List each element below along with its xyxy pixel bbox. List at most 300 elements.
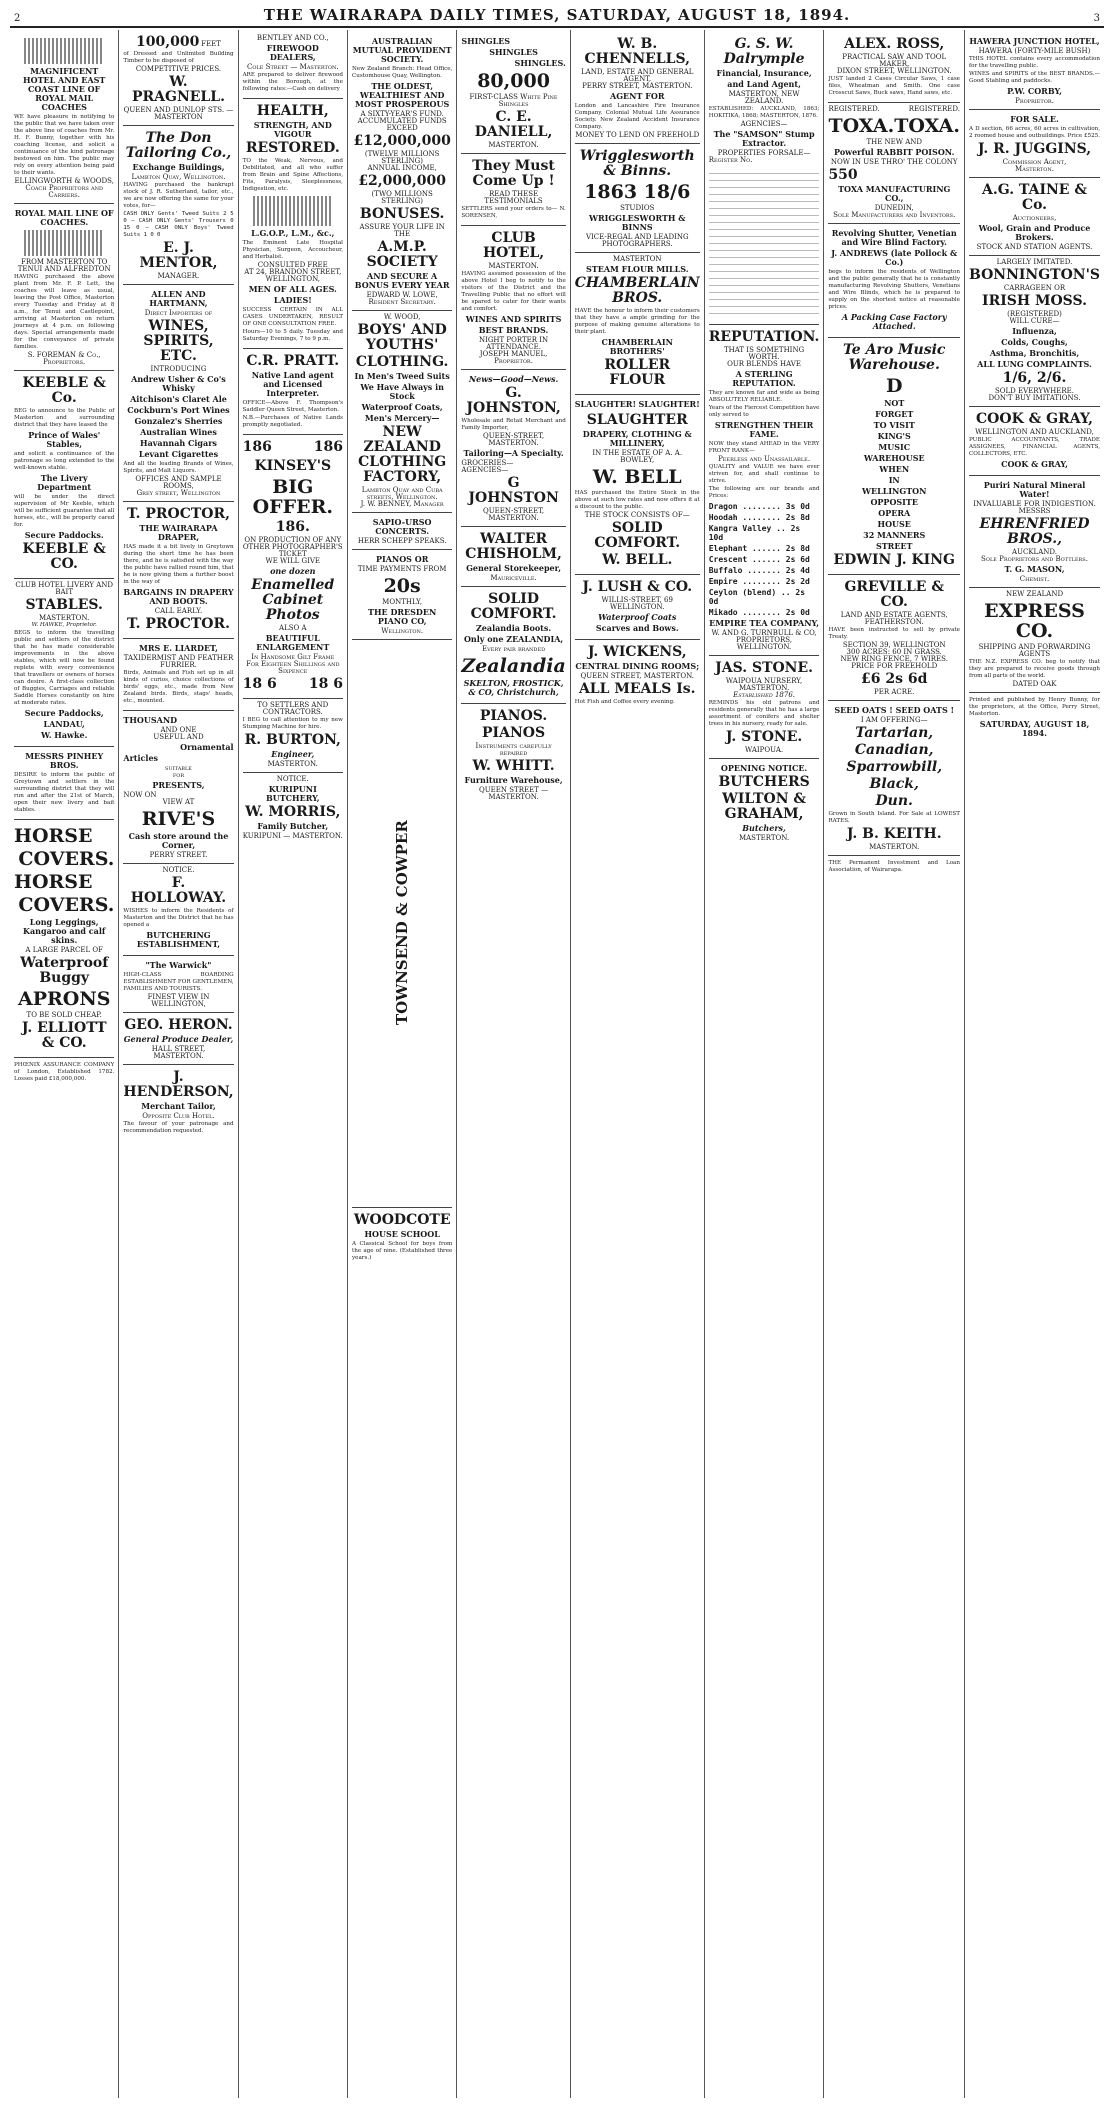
- amp-society: A.M.P. SOCIETY: [366, 239, 438, 270]
- johnston-groceries: GROCERIES—: [461, 459, 514, 467]
- heron-town: MASTERTON.: [153, 1052, 204, 1060]
- pratt-advert: [243, 349, 343, 435]
- kinsey-year-bottom-left: 18 6: [242, 676, 277, 692]
- dalrymple-land-agent: and Land Agent,: [727, 79, 801, 89]
- cook-gray-footer: COOK & GRAY,: [1001, 459, 1068, 469]
- toxa-registered-left: REGISTERED.: [828, 105, 880, 113]
- imprint-body: Printed and published by Henry Bunny, for the proprietors, at the Office, Perry Street, Masterton.: [969, 697, 1100, 717]
- morris-notice: NOTICE.: [276, 775, 309, 783]
- dalrymple-advert: [709, 32, 820, 325]
- amp-income-value: £2,000,000: [358, 173, 446, 189]
- reputation-sub: THAT IS SOMETHING WORTH.: [723, 346, 805, 361]
- wickens-meals: ALL MEALS Is.: [578, 681, 696, 697]
- wrigglesworth-studios: STUDIOS: [620, 204, 655, 212]
- proctor-footer: T. PROCTOR.: [126, 616, 230, 632]
- blinds-advert: [828, 224, 960, 338]
- ross-advert: [828, 32, 960, 103]
- steam-flour-heading: STEAM FLOUR MILLS.: [586, 264, 689, 274]
- greville-fence: NEW RING FENCE, 7 WIRES.: [840, 655, 948, 663]
- wilton-heading: WILTON & GRAHAM,: [722, 791, 807, 822]
- henderson-address: Opposite Club Hotel.: [142, 1112, 215, 1120]
- health-heading: HEALTH,: [256, 103, 329, 119]
- whitt-sub: Furniture Warehouse,: [464, 775, 563, 785]
- king-opposite: OPPOSITE: [870, 497, 918, 507]
- stone-footer-town: WAIPOUA.: [745, 746, 784, 754]
- rives-thousand: THOUSAND: [123, 715, 178, 725]
- zealandia-logo: Zealandia: [461, 655, 566, 677]
- rives-view-at: VIEW AT: [162, 798, 195, 806]
- chamberlain-heading: CHAMBERLAIN BROS.: [574, 275, 700, 306]
- greville-town: FEATHERSTON.: [864, 618, 924, 626]
- seed-dun: Dun.: [875, 793, 913, 809]
- coach-image: [24, 230, 104, 256]
- blinds-body: begs to inform the residents of Wellington and the public generally that he is constantly manufacturing Revolving Shutters, Venetians and Wire Blinds, which he is prepared to supply on the shortest notice at reasonable prices.: [828, 269, 960, 310]
- amp-oldest: THE OLDEST, WEALTHIEST AND MOST PROSPEROUS: [355, 81, 450, 109]
- pinhey-heading: MESSRS PINHEY BROS.: [25, 751, 104, 770]
- amp-advert: [352, 32, 452, 311]
- chennells-sub: LAND, ESTATE AND GENERAL AGENT,: [581, 68, 694, 83]
- tea-kangra: Kangra Valley .. 2s 10d: [708, 524, 801, 542]
- heron-street: HALL STREET,: [151, 1045, 206, 1053]
- hawke-proprietor: W. HAWKE, Proprietor.: [31, 622, 97, 628]
- liardet-heading: MRS E. LIARDET,: [139, 643, 218, 653]
- clothing-address: Lambton Quay and Cuba streets, Wellington.: [361, 486, 443, 501]
- pianos-heading: PIANOS OR: [375, 554, 429, 564]
- taine-auctioneers: Auctioneers,: [1012, 214, 1057, 222]
- waterproof-heading: Waterproof Coats,: [361, 402, 443, 412]
- puriri-invaluable: INVALUABLE FOR INDIGESTION.: [973, 500, 1096, 508]
- king-manners: 32 MANNERS: [863, 530, 926, 540]
- bonnington-will-cure: WILL CURE—: [1009, 317, 1060, 325]
- columns: [10, 30, 1104, 2098]
- lgo-body: The Eminent Late Hospital Physician, Surgeon, Accoucheur, and Herbalist.: [242, 240, 343, 260]
- rives-presents: PRESENTS,: [152, 780, 205, 790]
- morris-address: KURIPUNI — MASTERTON.: [242, 832, 343, 840]
- landau-heading: LANDAU,: [43, 719, 85, 729]
- slaughter-1: SLAUGHTER!: [574, 399, 636, 409]
- taine-heading: A.G. TAINE & Co.: [982, 182, 1087, 213]
- elliott-heading: J. ELLIOTT & CO.: [21, 1020, 107, 1051]
- tea-our-blend: OUR BLENDS HAVE: [727, 360, 801, 368]
- bonnington-largely: LARGELY IMITATED.: [996, 258, 1073, 266]
- wood-name: W. WOOD,: [383, 313, 421, 321]
- wrigglesworth-heading-2: WRIGGLESWORTH & BINNS: [588, 213, 686, 232]
- bell-stock: THE STOCK CONSISTS OF—: [584, 511, 690, 519]
- sorensen-advert: [461, 154, 565, 226]
- cook-gray-body: PUBLIC ACCOUNTANTS, TRADE ASSIGNEES, FINANCIAL AGENTS, COLLECTORS, ETC.: [969, 437, 1100, 457]
- tea-dragon: Dragon ........ 3s 0d: [708, 502, 810, 511]
- pianos-heading-2: PIANOS: [482, 725, 546, 741]
- stock-heading: We Have Always in Stock: [360, 382, 444, 401]
- chennells-heading: W. B. CHENNELLS,: [584, 36, 690, 67]
- rives-store: Cash store around the Corner,: [128, 831, 229, 850]
- wilton-town: MASTERTON.: [738, 834, 790, 842]
- introducing-label: INTRODUCING: [150, 365, 207, 373]
- stone-heading: JAS. STONE.: [715, 660, 814, 676]
- kinsey-price: For Eighteen Shillings and Sixpence: [246, 660, 340, 675]
- johnston-advert: [461, 370, 565, 527]
- for-sale-heading: FOR SALE.: [1010, 114, 1059, 124]
- livery-heading: The Livery Department: [37, 473, 92, 492]
- big-offer-year: 186.: [275, 519, 310, 535]
- firewood-heading: FIREWOOD DEALERS,: [266, 43, 319, 62]
- wilton-advert: [709, 759, 820, 846]
- ehrenfried-town: AUCKLAND.: [1012, 548, 1057, 556]
- king-dont: D: [885, 375, 903, 397]
- mentor-heading: E. J. MENTOR,: [139, 240, 218, 271]
- king-music: MUSIC: [878, 442, 911, 452]
- phoenix-advert: [14, 1058, 114, 1088]
- tea-elephant: Elephant ...... 2s 8d: [708, 544, 810, 553]
- dalrymple-agencies: AGENCIES—: [740, 120, 788, 128]
- aitchison-item: Aitchison's Claret Ale: [130, 394, 227, 404]
- warwick-advert: [123, 956, 233, 1013]
- shingles-3: SHINGLES.: [514, 58, 566, 68]
- holloway-notice: NOTICE.: [162, 866, 195, 874]
- stone-established: Established 1876.: [733, 691, 796, 699]
- kinsey-give: WE WILL GIVE: [265, 557, 321, 565]
- rives-advert: [123, 711, 233, 864]
- inn-advert: [14, 32, 114, 204]
- column-5: [457, 30, 570, 2098]
- livery-body: will be under the direct supervision of Mr Keeble, which will be sufficient guarantee that all horses, etc., will be properly cared for.: [14, 494, 115, 528]
- reputation-heading: REPUTATION.: [708, 329, 820, 345]
- big-offer-heading: BIG OFFER.: [252, 476, 333, 518]
- toxa-advert: [828, 103, 960, 224]
- shingles-2: SHINGLES: [489, 47, 538, 57]
- amp-assure: ASSURE YOUR LIFE IN THE: [359, 223, 445, 238]
- must-come-heading: They Must Come Up !: [472, 158, 555, 189]
- newspaper-title: THE WAIRARAPA DAILY TIMES, SATURDAY, AUGUST 18, 1894.: [263, 6, 851, 24]
- shingles-quantity: 80,000: [477, 70, 550, 92]
- wines-address: Grey street, Wellington: [136, 489, 221, 497]
- henderson-heading: J. HENDERSON,: [123, 1069, 234, 1100]
- clothing-manager: J. W. BENNEY, Manager: [360, 500, 444, 508]
- rugs-line: Long Leggings, Kangaroo and calf skins.: [23, 917, 106, 945]
- property-listing: [709, 167, 820, 317]
- johnston-footer-address: QUEEN-STREET, MASTERTON.: [482, 507, 545, 522]
- liardet-sub: TAXIDERMIST AND FEATHER FURRIER.: [123, 654, 234, 669]
- edwin-king-heading: EDWIN J. KING: [833, 552, 955, 568]
- health-advert: [243, 99, 343, 349]
- roller-flour: ROLLER FLOUR: [604, 357, 671, 388]
- bell-drapery: DRAPERY, CLOTHING & MILLINERY,: [582, 429, 692, 448]
- firewood-advert: [243, 32, 343, 99]
- chamberlain-brothers: CHAMBERLAIN BROTHERS': [601, 337, 673, 356]
- king-not: NOT: [884, 398, 905, 408]
- burton-heading: R. BURTON,: [244, 732, 341, 748]
- amp-lowe: EDWARD W. LOWE,: [366, 291, 438, 299]
- greville-section: SECTION 39, WELLINGTON: [842, 641, 946, 649]
- proctor-advert: [123, 502, 233, 639]
- amp-income-words: (TWO MILLIONS STERLING): [371, 190, 433, 205]
- king-wellington: WELLINGTON: [861, 486, 927, 496]
- tea-quality: QUALITY and VALUE we have ever striven for, and shall continue to strive.: [708, 464, 820, 484]
- rives-useful: USEFUL AND: [153, 733, 204, 741]
- chamberlain-body: HAVE the honour to inform their customers that they have a ample grinding for the purpose of making genuine alterations to their plant.: [574, 308, 700, 335]
- zealandia-advert: [461, 587, 565, 704]
- tea-sterling: A STERLING REPUTATION.: [732, 369, 796, 388]
- timber-body: of Dressed and Unlimited Building Timber to be disposed of: [123, 51, 234, 64]
- for-sale-body: A D section, 66 acres, 60 acres in cultivation, 2 roomed house and outbuildings. Price £525.: [969, 126, 1100, 139]
- henderson-advert: [123, 1065, 233, 1140]
- seed-canadian: Canadian,: [854, 742, 934, 758]
- bonnington-imitations: DON'T BUY IMITATIONS.: [988, 394, 1081, 402]
- tea-mikado: Mikado ........ 2s 0d: [708, 608, 810, 617]
- kinsey-dozen: one dozen: [270, 566, 316, 576]
- bell-body: HAS purchased the Entire Stock in the above at such low rates and now offers it at a discount to the public.: [574, 490, 700, 510]
- pratt-body: N.B.—Purchases of Native Lands promptly negotiated.: [242, 415, 343, 428]
- lush-waterproof: Waterproof Coats: [598, 612, 677, 622]
- aprons-heading: APRONS: [17, 988, 111, 1010]
- health-body: TO the Weak, Nervous, and Debilitated, and all who suffer from Brain and Spine Affections, Fits, Paralysis, Sleeplessness, Indigestion, etc.: [242, 158, 343, 192]
- cockburn-item: Cockburn's Port Wines: [127, 405, 230, 415]
- amp-bonuses: BONUSES.: [359, 206, 445, 222]
- mason-heading: T. G. MASON,: [1004, 564, 1065, 574]
- kinsey-year-left: 186: [242, 439, 272, 455]
- chennells-advert: [575, 32, 700, 144]
- stables-location: MASTERTON.: [39, 614, 90, 622]
- morris-heading: W. MORRIS,: [245, 804, 341, 820]
- corby-heading: P.W. CORBY,: [1007, 86, 1062, 96]
- chennells-money: MONEY TO LEND ON FREEHOLD: [575, 131, 700, 139]
- stone-nursery: WAIPOUA NURSERY, MASTERTON.: [725, 677, 803, 692]
- slaughter-3: SLAUGHTER: [586, 412, 688, 428]
- australian-item: Australian Wines: [140, 427, 217, 437]
- king-forget: FORGET: [875, 409, 914, 419]
- gonzalez-item: Gonzalez's Sherries: [134, 416, 223, 426]
- proctor-call: CALL EARLY.: [154, 607, 203, 615]
- hawke-body: BEGS to inform the travelling public and settlers of the district that he has made considerable improvements in the above stables, which will now be found replete with every convenience that travellers or owners of horses can desire. A first-class collection of Buggies, Carriages and reliable Saddle Horses constantly on hire at moderate rates.: [14, 630, 115, 706]
- clothing-advert: [352, 311, 452, 513]
- kinsey-enlarge: BEAUTIFUL ENLARGEMENT: [256, 633, 330, 652]
- bonnington-price: 1/6, 2/6.: [1002, 370, 1067, 386]
- tailoring-address: Lambton Quay, Wellington.: [131, 173, 226, 181]
- kinsey-production: ON PRODUCTION OF ANY OTHER PHOTOGRAPHER'S TICKET: [242, 536, 343, 558]
- loan-body: THE Permanent Investment and Loan Association, of Wairarapa.: [828, 860, 960, 873]
- turnbull-town: WELLINGTON.: [736, 643, 792, 651]
- wrigglesworth-years: 1863 18/6: [584, 181, 691, 203]
- usher-item: Andrew Usher & Co's Whisky: [131, 374, 226, 393]
- rives-now-on: NOW ON: [123, 791, 157, 799]
- empire-tea-heading: EMPIRE TEA COMPANY,: [709, 618, 820, 628]
- henderson-sub: Merchant Tailor,: [141, 1101, 216, 1111]
- hawera-wines: WINES and SPIRITS of the BEST BRANDS.—Good Stabling and paddocks.: [969, 71, 1100, 84]
- bentley-heading: BENTLEY AND CO.,: [256, 34, 329, 42]
- te-aro-heading: Te Aro Music Warehouse.: [842, 342, 946, 373]
- seed-grown: Grown in South Island. For Sale at LOWEST RATES.: [828, 811, 960, 824]
- tea-buffalo: Buffalo ....... 2s 4d: [708, 566, 810, 575]
- chennells-agent-for: AGENT FOR: [610, 91, 665, 101]
- column-2: [119, 30, 238, 2098]
- club-porter: NIGHT PORTER IN ATTENDANCE.: [478, 336, 549, 351]
- inn-heading: MAGNIFICENT HOTEL AND EAST COAST LINE OF ROYAL MAIL COACHES: [23, 66, 106, 112]
- johnston-footer: G JOHNSTON: [468, 475, 559, 506]
- whitt-address: QUEEN STREET — MASTERTON.: [479, 786, 549, 801]
- johnston-address: QUEEN-STREET, MASTERTON.: [482, 432, 545, 447]
- keeble-body: BEG to announce to the Public of Masterton and surrounding district that they have leased the: [14, 408, 115, 428]
- kinsey-year-right: 186: [313, 439, 343, 455]
- bonnington-asthma: Asthma, Bronchitis,: [989, 348, 1080, 358]
- rives-for: for: [172, 771, 185, 779]
- express-advert: [969, 588, 1100, 693]
- covers-heading: COVERS.: [18, 848, 115, 870]
- rives-address: PERRY STREET.: [149, 851, 208, 859]
- proctor-sub: THE WAIRARAPA DRAPER,: [139, 523, 218, 542]
- woodcote-body: A Classical School for boys from the age of nine. (Established three years.): [351, 1241, 453, 1261]
- bonnington-sold: SOLD EVERYWHERE.: [995, 387, 1074, 395]
- burton-sub: Engineer,: [271, 749, 315, 759]
- coach-illustration: [24, 38, 104, 64]
- club-proprietor: JOSEPH MANUEL, Proprietor.: [479, 350, 548, 365]
- turnbull-line: W. AND G. TURNBULL & CO,: [711, 629, 817, 637]
- wines-advert: [123, 285, 233, 502]
- holloway-butchering: BUTCHERING ESTABLISHMENT,: [136, 930, 221, 949]
- express-sub: SHIPPING AND FORWARDING AGENTS: [978, 643, 1091, 658]
- payments-monthly: MONTHLY,: [382, 598, 423, 606]
- coach-subheading: FROM MASTERTON TO TENUI AND ALFREDTON: [17, 258, 111, 273]
- horse-heading: HORSE: [14, 825, 93, 847]
- heron-heading: GEO. HERON.: [124, 1017, 233, 1033]
- blinds-heading: Revolving Shutter, Venetian and Wire Blind Factory.: [831, 228, 957, 247]
- pragnell-heading: W. PRAGNELL.: [131, 74, 225, 105]
- express-nz: NEW ZEALAND: [1005, 590, 1064, 598]
- pinhey-body: DESIRE to inform the public of Greytown and settlers in the surrounding district that they will run and after the 21st of March, open their new livery and bait stables.: [14, 772, 115, 813]
- henderson-body: The favour of your patronage and recommendation requested.: [123, 1121, 234, 1134]
- column-3: [239, 30, 348, 2098]
- seed-black: Black,: [869, 776, 919, 792]
- column-6: [571, 30, 705, 2098]
- coach-signature: S. FOREMAN & Co., Proprietors.: [27, 351, 101, 366]
- horse-heading-2: HORSE: [14, 871, 93, 893]
- timber-quantity: 100,000: [136, 34, 200, 50]
- king-when: WHEN: [879, 464, 910, 474]
- pinhey-advert: [14, 747, 114, 820]
- chisholm-town: Mauriceville.: [490, 574, 537, 582]
- king-opera: OPERA: [878, 508, 911, 518]
- dalrymple-properties: PROPERTIES FORSALE—: [717, 149, 811, 157]
- kuripuni-heading: KURIPUNI BUTCHERY,: [265, 784, 320, 803]
- johnston-tailoring: Tailoring—A Specialty.: [463, 448, 564, 458]
- bonnington-heading: BONNINGTON'S: [969, 267, 1100, 283]
- butchers-heading: BUTCHERS: [718, 774, 810, 790]
- bentley-body: ARE prepared to deliver firewood within the Borough, at the following rates:—Cash on delivery: [242, 72, 343, 92]
- proctor-heading: T. PROCTOR,: [126, 506, 230, 522]
- sapio-advert: [352, 513, 452, 550]
- burton-settlers: TO SETTLERS AND CONTRACTORS.: [257, 701, 329, 716]
- stone-body: REMINDS his old patrons and residents generally that he has a large assortment of conifers and shelter trees in his nursery, ready for sale.: [708, 700, 820, 727]
- timber-unit: FEET: [201, 40, 221, 48]
- toxa-use: NOW IN USE THRO' THE COLONY: [830, 158, 958, 166]
- keith-town: MASTERTON.: [869, 843, 920, 851]
- page-number-right: 3: [1093, 13, 1100, 24]
- phoenix-body: PHŒNIX ASSURANCE COMPANY of London, Established 1782. Losses paid £18,000,000.: [14, 1062, 115, 1082]
- ross-sub: PRACTICAL SAW AND TOOL MAKER,: [842, 53, 947, 68]
- boys-heading: BOYS' AND YOUTHS': [357, 322, 447, 353]
- kinsey-also: ALSO A: [279, 624, 307, 632]
- greville-price-label: PRICE FOR FREEHOLD: [851, 662, 938, 670]
- proctor-body: HAS made it a bit lively in Greytown during the short time he has been there, and he is satisfied with the way the public have rallied round him, that he is now giving them a further boost in the way of: [123, 544, 234, 585]
- king-house: HOUSE: [877, 519, 911, 529]
- woodcote-advert: [352, 1208, 452, 1267]
- clothing-heading: CLOTHING.: [355, 354, 449, 370]
- wines-offices: OFFICES AND SAMPLE ROOMS,: [135, 475, 222, 490]
- covers-heading-2: COVERS.: [18, 894, 115, 916]
- bell-estate: IN THE ESTATE OF A. A. BOWLEY,: [592, 449, 683, 464]
- club-hotel-heading: CLUB HOTEL,: [482, 230, 545, 261]
- dalrymple-town: MASTERTON, NEW ZEALAND.: [728, 90, 800, 105]
- holloway-heading: F. HOLLOWAY.: [130, 875, 227, 906]
- dresden-advert: [352, 550, 452, 640]
- allen-heading: ALLEN AND HARTMANN,: [149, 289, 208, 308]
- club-hotel-town: MASTERTON.: [488, 262, 539, 270]
- burton-town: MASTERTON.: [267, 760, 318, 768]
- strength-heading: STRENGTH, AND VIGOUR: [253, 120, 332, 139]
- nz-clothing-heading: NEW ZEALAND CLOTHING FACTORY,: [358, 424, 447, 485]
- kinsey-heading: KINSEY'S: [254, 458, 332, 474]
- bonnington-advert: [969, 256, 1100, 407]
- juggins-heading: J. R. JUGGINS,: [977, 141, 1092, 157]
- column-8: [824, 30, 965, 2098]
- whitt-heading: W. WHITT.: [472, 758, 555, 774]
- ladies-heading: LADIES!: [273, 295, 312, 305]
- imprint-date: SATURDAY, AUGUST 18, 1894.: [979, 719, 1090, 738]
- toxa-heading-left: TOXA.: [828, 115, 895, 137]
- toxa-registered-right: REGISTERED.: [908, 105, 960, 113]
- greville-sub: LAND AND ESTATE AGENTS,: [840, 611, 948, 619]
- taine-stock: STOCK AND STATION AGENTS.: [976, 243, 1093, 251]
- bell-advert: [575, 395, 700, 575]
- bell-comfort: SOLID COMFORT.: [594, 520, 681, 551]
- stables-name: Prince of Wales' Stables,: [28, 430, 101, 449]
- blinds-factory: A Packing Case Factory Attached.: [841, 312, 947, 331]
- lgo-heading: L.G.O.P., L.M., &c.,: [251, 228, 335, 238]
- heron-advert: [123, 1013, 233, 1065]
- health-image: [253, 196, 333, 226]
- greville-heading: GREVILLE & CO.: [844, 579, 944, 610]
- havannah-item: Havannah Cigars: [140, 438, 217, 448]
- johnston-sub: Wholesale and Retail Merchant and Family Importer,: [461, 418, 566, 431]
- chennells-body: London and Lancashire Fire Insurance Company. Colonial Mutual Life Assurance Society. New Zealand Accident Insurance Company.: [574, 103, 700, 130]
- club-hotel-label: CLUB HOTEL LIVERY AND BAIT: [15, 581, 114, 596]
- wickens-advert: [575, 640, 700, 711]
- johnston-heading: G. JOHNSTON,: [466, 385, 561, 416]
- juggins-advert: [969, 110, 1100, 178]
- kinsey-advert: [243, 435, 343, 699]
- toxa-sole: Sole Manufacturers and Inventors.: [833, 211, 956, 219]
- greville-advert: [828, 575, 960, 701]
- coach-body: HAVING purchased the above plant from Mr. F. P. Lett, the coaches will leave as usual, leaving the Post Office, Masterton every Tuesday and Friday at 8 a.m., for Tenui and Castlepoint, arriving at Masterton on return journeys at 4 p.m. on following days. Special arrangements made for the conveyance of private families.: [14, 274, 115, 350]
- rives-articles: Articles: [123, 753, 159, 763]
- toxa-number: 550: [828, 167, 858, 183]
- greville-acres: 300 ACRES: 60 IN GRASS.: [846, 648, 942, 656]
- pratt-office: OFFICE—Above F. Thompson's Saddler Queen Street, Masterton.: [242, 400, 343, 413]
- amp-funds-words: (TWELVE MILLIONS STERLING): [364, 150, 440, 165]
- restored-heading: RESTORED.: [245, 140, 340, 156]
- tea-advert: [709, 325, 820, 656]
- king-to-visit: TO VISIT: [873, 420, 915, 430]
- toxa-town: DUNEDIN,: [874, 204, 914, 212]
- inn-body: WE have pleasure in notifying to the public that we have taken over the above line of coaches from Mr. H. F. Bunny, together with his coaching license, and solicit a continuance of the kind patronage bestowed on him. The public may rely on every attention being paid to their wants.: [14, 114, 115, 176]
- lush-heading: J. LUSH & CO.: [582, 579, 693, 595]
- chamberlain-town: MASTERTON: [613, 255, 662, 263]
- club-wines: WINES AND SPIRITS: [465, 314, 562, 324]
- kinsey-year-bottom-right: 18 6: [308, 676, 343, 692]
- burton-advert: [243, 699, 343, 773]
- toxa-powerful: Powerful RABBIT POISON.: [834, 147, 955, 157]
- opening-notice: OPENING NOTICE.: [720, 763, 808, 773]
- heron-sub: General Produce Dealer,: [123, 1034, 234, 1044]
